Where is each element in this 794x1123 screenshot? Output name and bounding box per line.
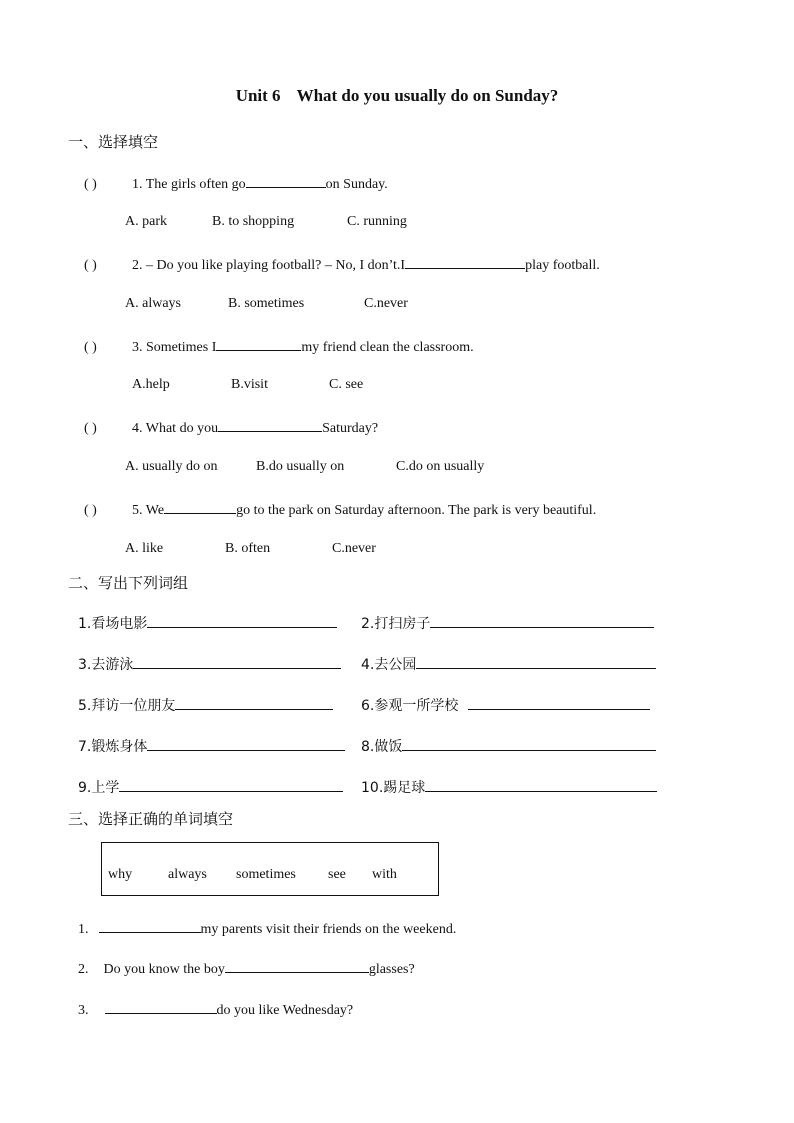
phrase-item-10 [361,777,657,797]
sentence-text: do you like Wednesday? [216,1003,354,1018]
phrase-item-8 [361,736,656,756]
phrase-item-7 [78,736,345,756]
sentence-text: my parents visit their friends on the weekend. [200,922,457,937]
question-stem-start: 1. The girls often go [132,177,246,192]
phrase-label: 5.拜访一位朋友 [78,698,176,714]
phrase-label: 9.上学 [78,780,120,796]
option-1a: A. park [125,214,167,229]
option-5c: C.never [332,541,376,556]
option-5b: B. often [225,541,271,556]
sentence-number: 3. [78,1003,89,1018]
phrase-blank[interactable] [147,614,337,628]
phrase-label: 7.锻炼身体 [78,739,148,755]
fill-blank[interactable] [105,1000,217,1014]
phrase-label: 2.打扫房子 [361,616,431,632]
question-1 [84,174,388,193]
option-4a: A. usually do on [125,459,218,474]
phrase-item-9 [78,777,343,797]
answer-blank[interactable] [216,337,301,351]
phrase-blank[interactable] [133,655,341,669]
fill-sentence-3 [78,1000,353,1019]
word-bank-item: always [168,867,207,882]
phrase-blank[interactable] [430,614,654,628]
option-3c: C. see [329,377,364,392]
answer-blank[interactable] [246,174,326,188]
phrase-item-2 [361,613,654,633]
question-2 [84,255,600,274]
answer-paren[interactable]: ( ) [84,503,97,518]
answer-paren[interactable]: ( ) [84,340,97,355]
question-stem-end: on Sunday. [325,177,388,192]
phrase-blank[interactable] [416,655,656,669]
phrase-label: 8.做饭 [361,739,403,755]
phrase-label: 10.踢足球 [361,780,426,796]
section-3-heading: 三、选择正确的单词填空 [68,810,234,828]
phrase-blank[interactable] [119,778,343,792]
question-stem-start: 4. What do you [132,421,219,436]
phrase-item-1 [78,613,337,633]
word-bank-box [101,842,439,896]
answer-paren[interactable]: ( ) [84,177,97,192]
option-1b: B. to shopping [212,214,295,229]
sentence-number: 1. [78,922,89,937]
phrase-item-4 [361,654,656,674]
phrase-label: 1.看场电影 [78,616,148,632]
phrase-item-5 [78,695,333,715]
question-stem-end: go to the park on Saturday afternoon. The park is very beautiful. [236,503,597,518]
phrase-item-3 [78,654,341,674]
question-stem-end: my friend clean the classroom. [301,340,474,355]
answer-paren[interactable]: ( ) [84,258,97,273]
option-3b: B.visit [231,377,268,392]
page-title [0,86,794,106]
phrase-blank[interactable] [147,737,345,751]
word-bank-item: why [108,867,133,882]
option-4b: B.do usually on [256,459,345,474]
phrase-blank[interactable] [175,696,333,710]
question-3 [84,337,474,356]
answer-blank[interactable] [218,418,322,432]
question-stem-start: 5. We [132,503,165,518]
unit-label: Unit 6 [235,86,281,105]
answer-blank[interactable] [164,500,236,514]
section-1-heading: 一、选择填空 [68,133,159,151]
sentence-number: 2. [78,962,89,977]
sentence-text: glasses? [368,962,415,977]
fill-blank[interactable] [99,919,201,933]
phrase-blank[interactable] [402,737,656,751]
question-stem-end: play football. [525,258,600,273]
option-4c: C.do on usually [396,459,485,474]
word-bank-item: sometimes [236,867,296,882]
question-stem-start: 2. – Do you like playing football? – No, I don’t.I [132,258,406,273]
question-4 [84,418,378,437]
unit-question: What do you usually do on Sunday? [296,86,559,105]
answer-blank[interactable] [405,255,525,269]
section-2-heading: 二、写出下列词组 [68,574,189,592]
word-bank-item: see [328,867,346,882]
phrase-item-6 [361,695,650,715]
phrase-blank[interactable] [468,696,650,710]
phrase-label: 3.去游泳 [78,657,134,673]
fill-sentence-1 [78,919,456,938]
option-2a: A. always [125,296,181,311]
question-stem-start: 3. Sometimes I [132,340,217,355]
option-3a: A.help [132,377,170,392]
question-5 [84,500,596,519]
fill-sentence-2 [78,959,415,978]
option-1c: C. running [347,214,407,229]
sentence-lead: Do you know the boy [103,962,225,977]
fill-blank[interactable] [225,959,369,973]
word-bank-item: with [372,867,397,882]
option-2b: B. sometimes [228,296,305,311]
option-2c: C.never [364,296,408,311]
phrase-label: 6.参观一所学校 [361,698,459,714]
answer-paren[interactable]: ( ) [84,421,97,436]
option-5a: A. like [125,541,164,556]
phrase-blank[interactable] [425,778,657,792]
phrase-label: 4.去公园 [361,657,417,673]
question-stem-end: Saturday? [322,421,379,436]
